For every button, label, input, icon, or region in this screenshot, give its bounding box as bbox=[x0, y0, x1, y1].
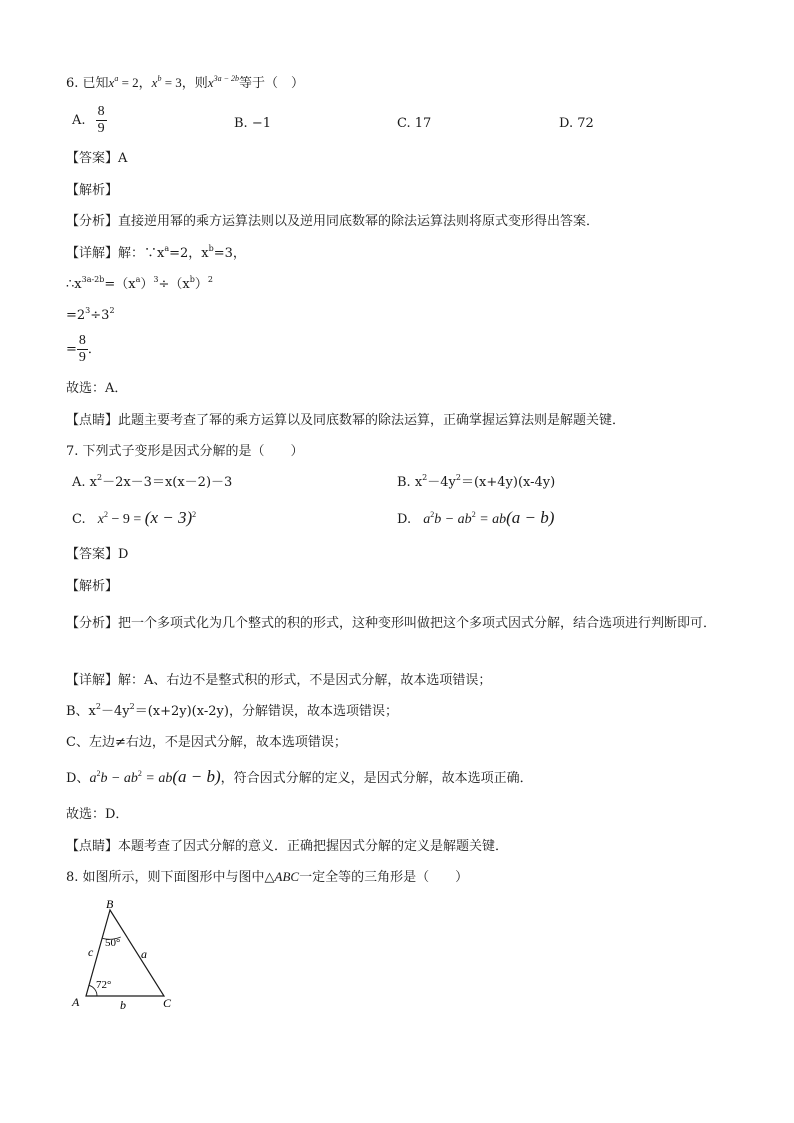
triangle-abc-figure bbox=[66, 896, 186, 1016]
q6-fenxi: 【分析】直接逆用幂的乘方运算法则以及逆用同底数幂的除法运算法则将原式变形得出答案． bbox=[66, 214, 600, 229]
q6-stem: 6. 已知$x^a = 2$，$x^b = 3$，则$x^{3a - 2b}$等于（ ） bbox=[66, 74, 304, 91]
q7-option-a: A. $x^2-2x-3=x(x-2)-3$ bbox=[72, 473, 233, 490]
fraction: $\frac{8}{9}$ bbox=[78, 333, 86, 365]
q6-choose: 故选：A． bbox=[66, 381, 128, 396]
q6-analysis-tag: 【解析】 bbox=[66, 183, 119, 198]
q6-answer: 【答案】A bbox=[66, 151, 128, 166]
q6-xiangjie: 【详解】解：$\because x^a=2$，$x^b=3$， bbox=[66, 244, 246, 261]
fraction: $\frac{8}{9}$ bbox=[97, 104, 105, 136]
q7-dianjing: 【点睛】本题考查了因式分解的意义．正确把握因式分解的定义是解题关键． bbox=[66, 839, 509, 854]
q7-line-d: D、$a^2b - ab^2 = ab(a - b)$，符合因式分解的定义，是因式分解，故本选项正确． bbox=[66, 767, 533, 786]
q6-option-a: A. $\frac{8}{9}$ bbox=[72, 104, 105, 136]
vertex-a-label: A bbox=[72, 995, 80, 1009]
vertex-c-label: C bbox=[163, 996, 172, 1010]
angle-a-label: 72° bbox=[96, 979, 112, 991]
q6-option-b: B. −1 bbox=[234, 116, 271, 131]
side-a-label: a bbox=[141, 947, 147, 961]
q6-step-2: $=2^3\div 3^2$ bbox=[66, 306, 115, 323]
q6-option-d: D. 72 bbox=[559, 116, 594, 131]
q7-stem: 7. 下列式子变形是因式分解的是（ ） bbox=[66, 444, 304, 459]
side-c-label: c bbox=[88, 945, 94, 959]
q7-option-d: D. $a^2b - ab^2 = ab(a - b)$ bbox=[397, 508, 555, 527]
q6-step-3: = $\frac{8}{9}$ ． bbox=[66, 333, 101, 365]
q7-analysis-tag: 【解析】 bbox=[66, 579, 119, 594]
q7-answer: 【答案】D bbox=[66, 547, 129, 562]
q6-number: 6. 已知 bbox=[66, 76, 109, 91]
q7-option-b: B. $x^2-4y^2=(x+4y)(x-4y)$ bbox=[397, 473, 556, 490]
q7-option-c: C. $x^2 - 9 = (x - 3)^2$ bbox=[72, 508, 197, 527]
q7-choose: 故选：D． bbox=[66, 807, 129, 822]
q6-dianjing: 【点睛】此题主要考查了幂的乘方运算以及同底数幂的除法运算，正确掌握运算法则是解题关键． bbox=[66, 413, 626, 428]
q7-xiangjie: 【详解】解：A、右边不是整式积的形式，不是因式分解，故本选项错误； bbox=[66, 673, 492, 688]
q7-line-c: C、左边≠右边，不是因式分解，故本选项错误； bbox=[66, 735, 347, 750]
q7-line-b: B、$x^2-4y^2=(x+2y)(x-2y)$，分解错误，故本选项错误； bbox=[66, 702, 398, 719]
angle-b-label: 50° bbox=[105, 937, 121, 949]
q8-stem: 8. 如图所示，则下面图形中与图中△ABC一定全等的三角形是（ ） bbox=[66, 869, 469, 885]
q6-option-c: C. 17 bbox=[397, 116, 432, 131]
q6-step-1: $\therefore x^{3a-2b}=(x^a)^3\div(x^b)^2$ bbox=[66, 275, 213, 292]
q7-fenxi: 【分析】把一个多项式化为几个整式的积的形式，这种变形叫做把这个多项式因式分解，结合选项进行判断即可． bbox=[66, 616, 717, 631]
vertex-b-label: B bbox=[106, 897, 114, 911]
side-b-label: b bbox=[120, 998, 126, 1012]
